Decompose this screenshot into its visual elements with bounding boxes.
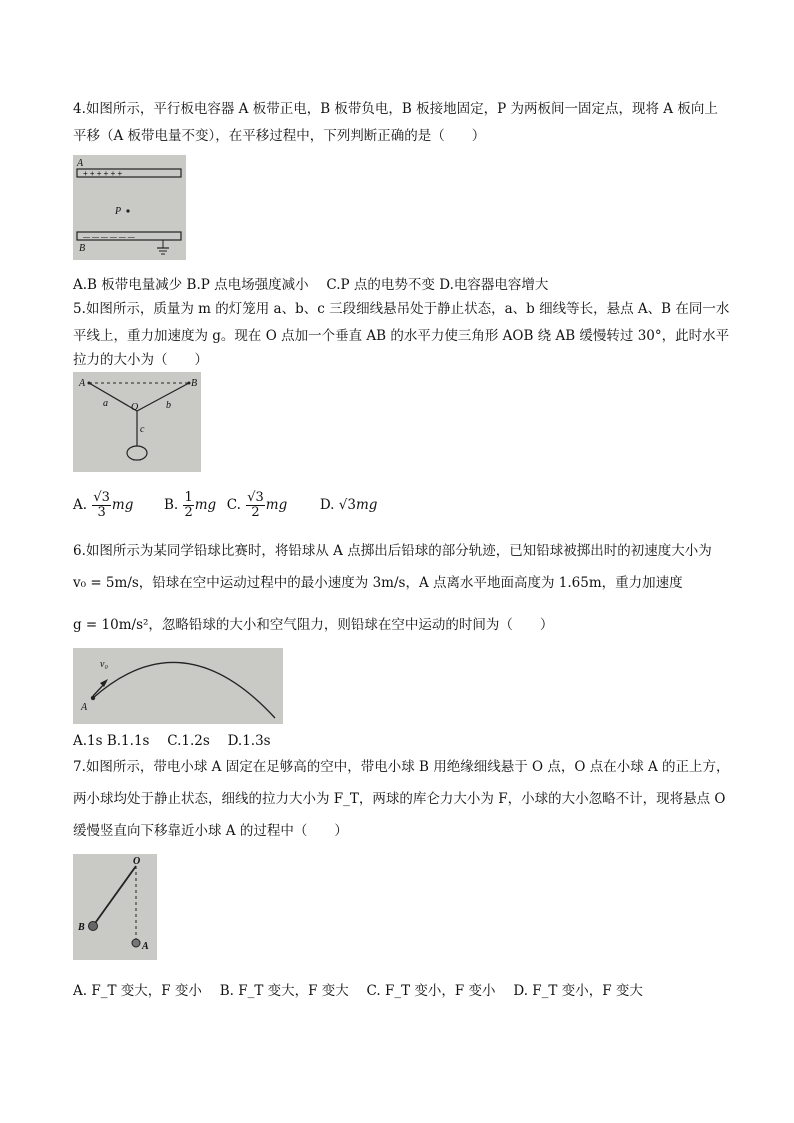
plus-charges: + + + + + + [83,169,123,178]
q5-option-b-denominator: 2 [184,505,193,520]
point-o-label: O [131,402,139,413]
q5-option-c-fraction [246,491,265,520]
plate-b-label: B [79,243,86,254]
q4-stem-line1: 4.如图所示，平行板电容器 A 板带正电，B 板带负电，B 板接地固定，P 为两板间一固定点，现将 A 板向上 [73,101,718,117]
point-a-label: A [81,702,88,713]
q7-stem-line2: 两小球均处于静止状态，细线的拉力大小为 F_T，两球的库仑力大小为 F，小球的大小忽略不计，现将悬点 O [73,791,726,807]
q6-stem-line3: g = 10m/s²，忽略铅球的大小和空气阻力，则铅球在空中运动的时间为（ ） [73,617,554,633]
q5-option-b-mg: mg [194,497,217,513]
ball-a-label: A [142,941,149,952]
lantern-figure [73,372,201,472]
ball-b-label: B [78,922,85,933]
point-a-label: A [79,378,86,389]
q5-option-d [320,486,378,524]
q7-stem-line1: 7.如图所示，带电小球 A 固定在足够高的空中，带电小球 B 用绝缘细线悬于 O 点，O 点在小球 A 的正上方， [73,759,730,775]
point-b-label: B [191,378,198,389]
string-c-label: c [140,424,145,435]
q5-option-a-prefix: A. [73,497,88,513]
q5-option-c-numerator: √3 [247,490,264,505]
q5-option-a-denominator: 3 [97,505,106,520]
minus-charges: — — — — — — [83,234,135,241]
shot-put-figure [73,648,283,724]
q7-options: A. F_T 变大，F 变小 B. F_T 变大，F 变大 C. F_T 变小，F 变小 D. F_T 变小，F 变大 [73,983,643,999]
plate-a-label: A [77,158,84,169]
q5-option-a-mg: mg [111,497,134,513]
q5-option-a-fraction [92,491,111,520]
point-p-label: P [115,206,122,217]
q5-stem-line1: 5.如图所示，质量为 m 的灯笼用 a、b、c 三段细线悬吊处于静止状态，a、b 细线等长，悬点 A、B 在同一水 [73,301,730,317]
q4-stem-line2: 平移（A 板带电量不变），在平移过程中，下列判断正确的是（ ） [73,128,486,144]
q6-options: A.1s B.1.1s C.1.2s D.1.3s [73,733,271,749]
q5-option-d-mg: mg [355,497,378,513]
q5-option-b-fraction [183,491,193,520]
q5-option-c-mg: mg [265,497,288,513]
string-b-label: b [166,400,171,411]
q5-option-b-prefix: B. [163,497,179,513]
v0-label: v₀ [100,659,108,670]
q7-stem-line3: 缓慢竖直向下移靠近小球 A 的过程中（ ） [73,823,348,839]
string-a-label: a [103,398,108,409]
q5-options [73,486,377,524]
q5-option-a-numerator: √3 [93,490,110,505]
q5-option-a [73,486,133,524]
q5-option-c-prefix: C. [226,497,241,513]
q6-stem-line1: 6.如图所示为某同学铅球比赛时，将铅球从 A 点掷出后铅球的部分轨迹，已知铅球被掷出时的初速度大小为 [73,543,712,559]
q5-stem-line2: 平线上，重力加速度为 g。现在 O 点加一个垂直 AB 的水平力使三角形 AOB 绕 AB 缓慢转过 30°，此时水平 [73,328,730,344]
point-o-label: O [133,856,141,867]
q5-option-b [164,486,216,524]
q4-options: A.B 板带电量减少 B.P 点电场强度减小 C.P 点的电势不变 D.电容器电容增大 [73,277,549,293]
capacitor-figure [73,155,186,260]
q5-option-d-text: D. √3 [319,497,356,513]
q5-option-b-numerator: 1 [184,490,193,505]
q5-stem-line3: 拉力的大小为（ ） [73,352,208,368]
q5-option-c [227,486,287,524]
q5-option-c-denominator: 2 [251,505,260,520]
charged-balls-figure [73,854,157,960]
q6-stem-line2: v₀ = 5m/s，铅球在空中运动过程中的最小速度为 3m/s，A 点离水平地面高度为 1.65m，重力加速度 [73,575,683,591]
